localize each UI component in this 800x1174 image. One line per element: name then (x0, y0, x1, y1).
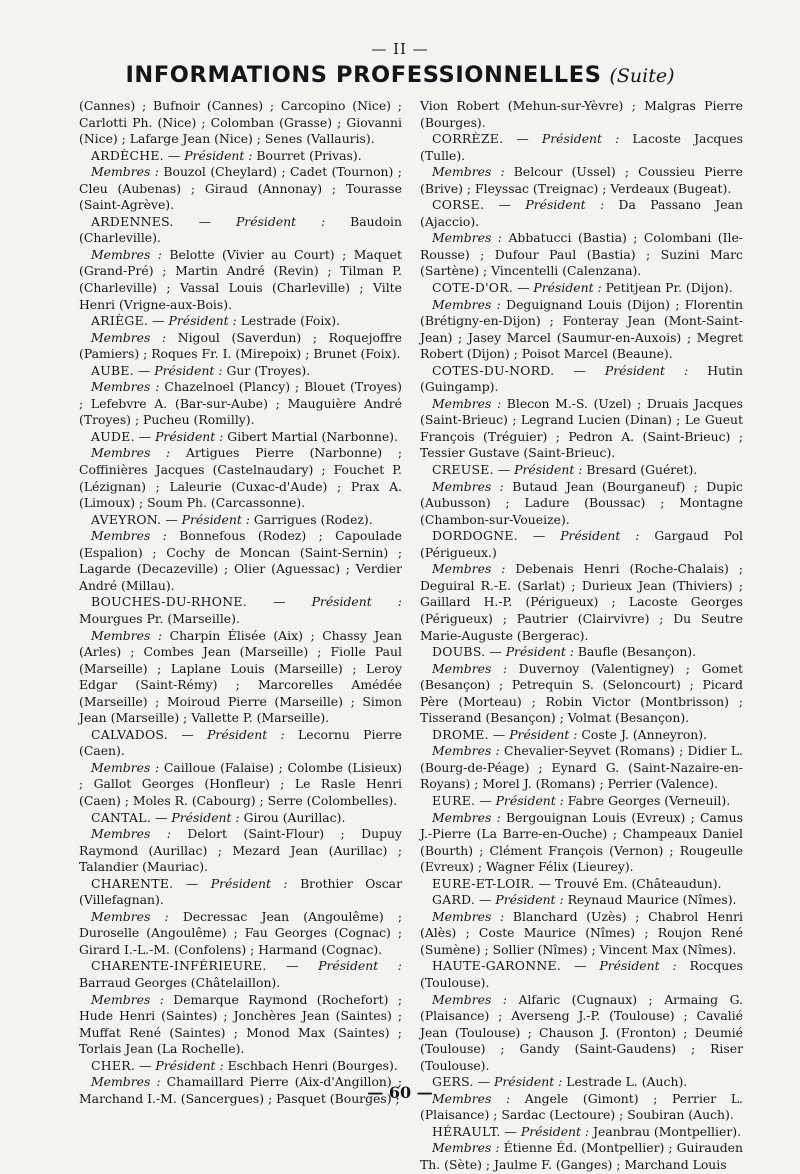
text-entry: EURE. — Président : Fabre Georges (Verneuil). (432, 792, 731, 808)
text-entry: ARDÈCHE. — Président : Bourret (Privas). (91, 147, 362, 163)
text-entry: DORDOGNE. — Président : Gargaud Pol (Périgueux.) (420, 528, 743, 560)
text-entry: CORRÈZE. — Président : Lacoste Jacques (Tulle). (420, 131, 743, 163)
text-entry: COTE-D'OR. — Président : Petitjean Pr. (Dijon). (432, 280, 733, 296)
text-entry: Membres : Alfaric (Cugnaux) ; Armaing G. (Plaisance) ; Averseng J.-P. (Toulouse) ; Cavalié Jean (Toulouse) ; Chauson J. (Fronton) ; Deumié (Toulouse) ; Gandy (Saint-Gaudens) ; Riser (Toulouse). (420, 991, 743, 1073)
text-entry: Membres : Decressac Jean (Angoulême) ; Duroselle (Angoulême) ; Fau Georges (Cognac) ; Girard I.-L.-M. (Confolens) ; Harmand (Cognac). (79, 908, 402, 957)
text-entry: DOUBS. — Président : Baufle (Besançon). (432, 644, 697, 660)
page-number-footer: — 60 — (367, 1083, 433, 1102)
text-entry: AVEYRON. — Président : Garrigues (Rodez). (91, 511, 373, 527)
text-entry: AUDE. — Président : Gibert Martial (Narbonne). (91, 428, 398, 444)
text-entry: CHER. — Président : Eschbach Henri (Bourges). (91, 1057, 398, 1073)
text-entry: Membres : Cailloue (Falaise) ; Colombe (Lisieux) ; Gallot Georges (Honfleur) ; Le Rasle Henri (Caen) ; Moles R. (Cabourg) ; Serre (Colombelles). (79, 759, 402, 808)
page-number-top: — II — (371, 40, 429, 58)
text-entry: CREUSE. — Président : Bresard (Guéret). (432, 462, 698, 478)
text-entry: Membres : Duvernoy (Valentigney) ; Gomet (Besançon) ; Petrequin S. (Seloncourt) ; Picard Père (Morteau) ; Robin Victor (Montbrisson) ; Tisserand (Besançon) ; Volmat (Besançon). (420, 660, 743, 726)
text-entry: Membres : Blanchard (Uzès) ; Chabrol Henri (Alès) ; Coste Maurice (Nîmes) ; Roujon René (Sumène) ; Sollier (Nîmes) ; Vincent Max (Nîmes). (420, 908, 743, 957)
text-entry: DROME. — Président : Coste J. (Anneyron). (432, 726, 708, 742)
text-entry: Membres : Belotte (Vivier au Court) ; Maquet (Grand-Pré) ; Martin André (Revin) ; Tilman P. (Charleville) ; Vassal Louis (Charleville) ; Vilte Henri (Vrigne-aux-Bois). (79, 246, 402, 312)
text-entry: Membres : Bouzol (Cheylard) ; Cadet (Tournon) ; Cleu (Aubenas) ; Giraud (Annonay) ; Tourasse (Saint-Agrève). (79, 164, 402, 213)
text-entry: Membres : Abbatucci (Bastia) ; Colombani (Ile-Rousse) ; Dufour Paul (Bastia) ; Suzini Marc (Sartène) ; Vincentelli (Calenzana). (420, 230, 743, 279)
text-entry: HÉRAULT. — Président : Jeanbrau (Montpellier). (432, 1123, 742, 1139)
right-column (420, 98, 743, 1174)
text-entry: Membres : Bonnefous (Rodez) ; Capoulade (Espalion) ; Cochy de Moncan (Saint-Sernin) ; Lagarde (Decazeville) ; Olier (Aguessac) ; Verdier André (Millau). (79, 528, 402, 593)
left-column (79, 98, 402, 1107)
text-entry: HAUTE-GARONNE. — Président : Rocques (Toulouse). (420, 958, 743, 990)
page-title-suite: (Suite) (609, 65, 675, 87)
text-entry: CALVADOS. — Président : Lecornu Pierre (Caen). (79, 726, 402, 759)
text-entry: EURE-ET-LOIR. — Trouvé Em. (Châteaudun). (432, 875, 722, 891)
text-entry: GARD. — Président : Reynaud Maurice (Nîmes). (432, 892, 737, 908)
text-entry: Membres : Demarque Raymond (Rochefort) ; Hude Henri (Saintes) ; Jonchères Jean (Saintes) ; Muffat René (Saintes) ; Monod Max (Saintes) ; Torlais Jean (La Rochelle). (79, 991, 402, 1057)
text-entry: Membres : Chamaillard Pierre (Aix-d'Angillon) ; Marchand I.-M. (Sancergues) ; Pasquet (Bourges) ; (79, 1074, 402, 1106)
text-entry: Membres : Debenais Henri (Roche-Chalais) ; Deguiral R.-E. (Sarlat) ; Durieux Jean (Thiviers) ; Gaillard H.-P. (Périgueux) ; Lacoste Georges (Périgueux) ; Pautrier (Clairvivre) ; Du Seutre Marie-Auguste (Bergerac). (420, 561, 743, 643)
text-entry: AUBE. — Président : Gur (Troyes). (91, 362, 311, 378)
text-entry: GERS. — Président : Lestrade L. (Auch). (432, 1074, 688, 1090)
text-entry: CANTAL. — Président : Girou (Aurillac). (91, 809, 346, 825)
text-entry: ARIÈGE. — Président : Lestrade (Foix). (91, 313, 341, 329)
text-entry: Membres : Butaud Jean (Bourganeuf) ; Dupic (Aubusson) ; Ladure (Boussac) ; Montagne (Chambon-sur-Voueize). (420, 478, 743, 527)
text-entry: CORSE. — Président : Da Passano Jean (Ajaccio). (420, 197, 743, 229)
text-entry: CHARENTE-INFÉRIEURE. — Président : Barraud Georges (Châtelaillon). (79, 958, 402, 990)
text-entry: Membres : Delort (Saint-Flour) ; Dupuy Raymond (Aurillac) ; Mezard Jean (Aurillac) ; Talandier (Mauriac). (79, 826, 402, 875)
text-entry: Membres : Chevalier-Seyvet (Romans) ; Didier L. (Bourg-de-Péage) ; Eynard G. (Saint-Nazaire-en-Royans) ; Morel J. (Romans) ; Perrier (Valence). (420, 743, 743, 792)
text-entry: ARDENNES. — Président : Baudoin (Charleville). (79, 213, 402, 246)
text-entry: Membres : Étienne Éd. (Montpellier) ; Guirauden Th. (Sète) ; Jaulme F. (Ganges) ; Marchand Louis (420, 1140, 743, 1172)
page-header (0, 62, 800, 88)
text-entry: Membres : Chazelnoel (Plancy) ; Blouet (Troyes) ; Lefebvre A. (Bar-sur-Aube) ; Mauguière André (Troyes) ; Pucheu (Romilly). (79, 379, 402, 428)
text-entry: Membres : Bergouignan Louis (Evreux) ; Camus J.-Pierre (La Barre-en-Ouche) ; Champeaux Daniel (Bourth) ; Clément François (Vernon) ; Rougeulle (Evreux) ; Wagner Félix (Lieurey). (420, 809, 743, 875)
text-entry: Membres : Charpin Élisée (Aix) ; Chassy Jean (Arles) ; Combes Jean (Marseille) ; Fiolle Paul (Marseille) ; Laplane Louis (Marseille) ; Leroy Edgar (Saint-Rémy) ; Marcorelles Amédée (Marseille) ; Moiroud Pierre (Marseille) ; Simon Jean (Marseille) ; Vallette P. (Marseille). (79, 627, 402, 726)
text-entry: Membres : Nigoul (Saverdun) ; Roquejoffre (Pamiers) ; Roques Fr. I. (Mirepoix) ; Brunet (Foix). (79, 329, 403, 362)
text-entry: Membres : Belcour (Ussel) ; Coussieu Pierre (Brive) ; Fleyssac (Treignac) ; Verdeaux (Bugeat). (420, 164, 743, 196)
text-entry: BOUCHES-DU-RHONE. — Président : Mourgues Pr. (Marseille). (79, 594, 402, 626)
text-entry: Membres : Angele (Gimont) ; Perrier L. (Plaisance) ; Sardac (Lectoure) ; Soubiran (Auch). (420, 1090, 743, 1123)
text-entry: Membres : Blecon M.-S. (Uzel) ; Druais Jacques (Saint-Brieuc) ; Legrand Lucien (Dinan) ; Le Gueut François (Tréguier) ; Pedron A. (Saint-Brieuc) ; Tessier Gustave (Saint-Brieuc). (420, 395, 743, 461)
text-entry: (Cannes) ; Bufnoir (Cannes) ; Carcopino (Nice) ; Carlotti Ph. (Nice) ; Colomban (Grasse) ; Giovanni (Nice) ; Lafarge Jean (Nice) ; Senes (Vallauris). (79, 98, 402, 147)
text-entry: Vion Robert (Mehun-sur-Yèvre) ; Malgras Pierre (Bourges). (420, 98, 743, 130)
text-entry: CHARENTE. — Président : Brothier Oscar (Villefagnan). (79, 875, 402, 908)
page-title: INFORMATIONS PROFESSIONNELLES (125, 62, 602, 88)
text-entry: Membres : Artigues Pierre (Narbonne) ; Coffinières Jacques (Castelnaudary) ; Fouchet P. (Lézignan) ; Laleurie (Cuxac-d'Aude) ; Prax A. (Limoux) ; Soum Ph. (Carcassonne). (79, 445, 402, 511)
text-entry: Membres : Deguignand Louis (Dijon) ; Florentin (Brétigny-en-Dijon) ; Fonteray Jean (Mont-Saint-Jean) ; Jasey Marcel (Saumur-en-Auxois) ; Megret Robert (Dijon) ; Poisot Marcel (Beaune). (420, 296, 743, 362)
text-entry: COTES-DU-NORD. — Président : Hutin (Guingamp). (420, 362, 743, 395)
